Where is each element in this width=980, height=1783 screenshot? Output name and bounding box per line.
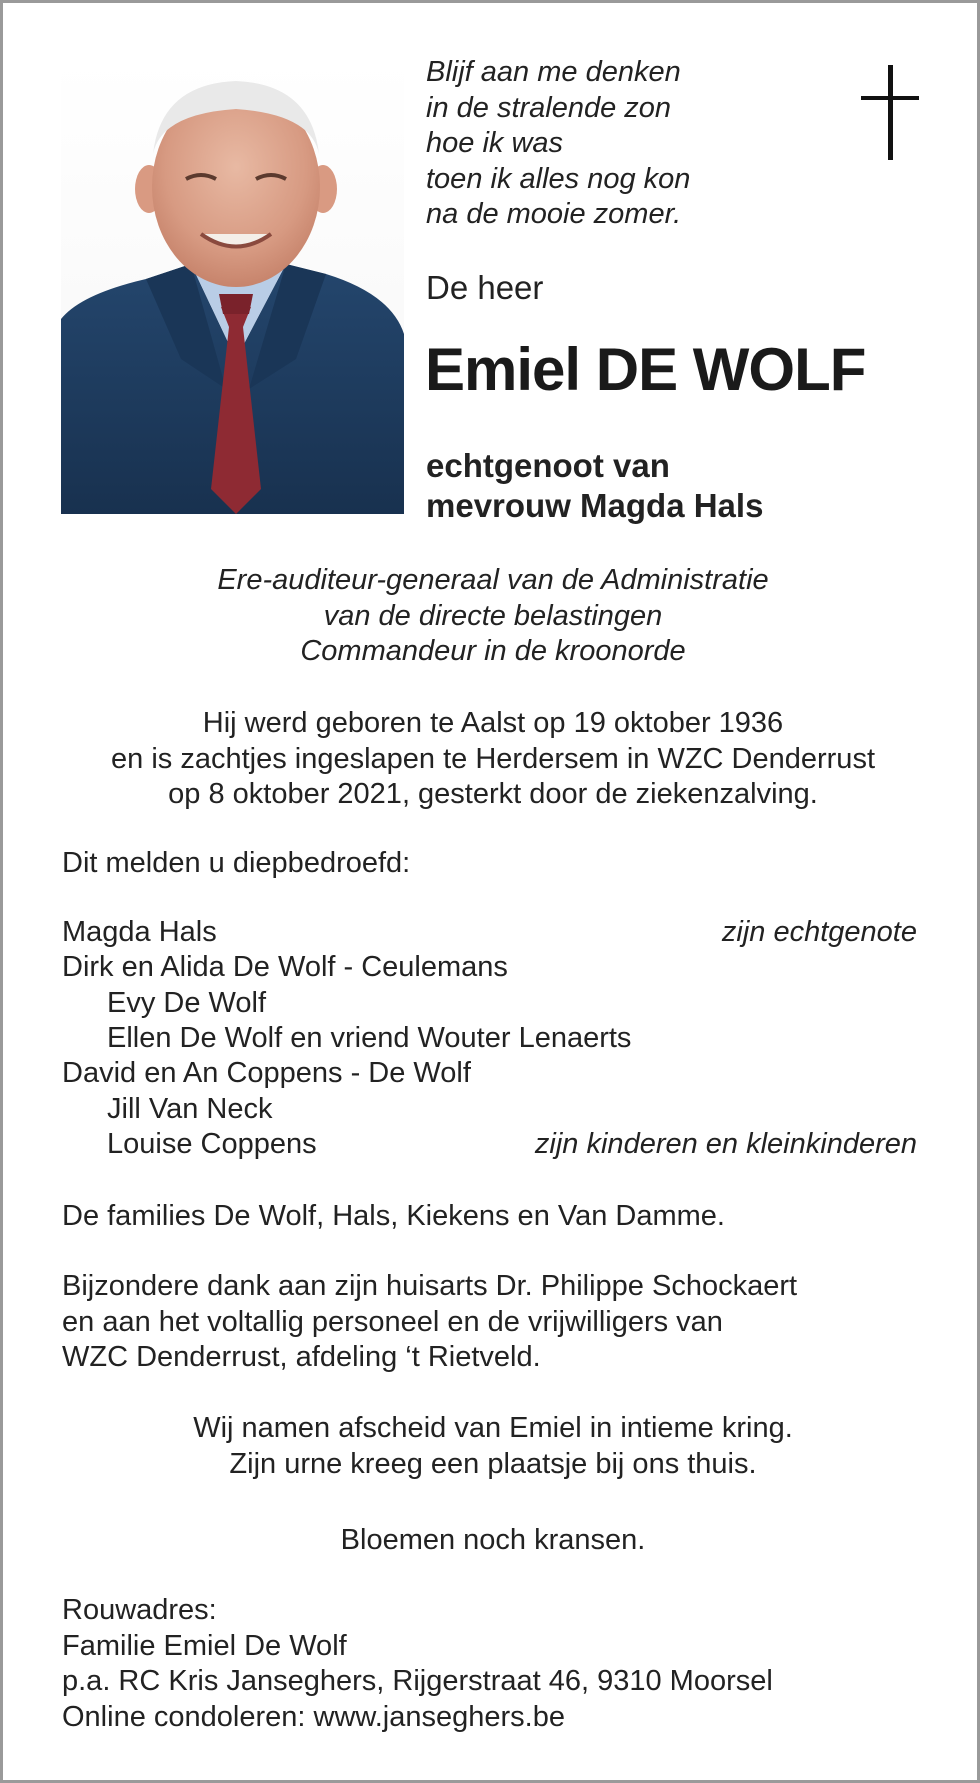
address-line: Online condoleren: www.janseghers.be	[62, 1700, 565, 1733]
mourner-row	[62, 1093, 917, 1129]
spouse-line: echtgenoot van	[426, 447, 670, 484]
announcement: Dit melden u diepbedroefd:	[62, 847, 411, 879]
poem-line: Blijf aan me denken	[426, 56, 681, 88]
mourner-row	[62, 951, 917, 987]
portrait-photo	[61, 59, 404, 514]
mourner-row	[62, 987, 917, 1023]
address-block	[62, 1593, 773, 1735]
poem-line: in de stralende zon	[426, 91, 672, 124]
farewell-line: Zijn urne kreeg een plaatsje bij ons thuis.	[229, 1447, 757, 1480]
poem-line: toen ik alles nog kon	[426, 162, 691, 195]
poem	[426, 55, 690, 233]
farewell	[3, 1411, 980, 1482]
honorary-titles	[3, 563, 980, 670]
spouse-line: mevrouw Magda Hals	[426, 487, 764, 524]
mourner-relation: zijn echtgenote	[721, 916, 917, 948]
mourner-name: Magda Hals	[62, 916, 217, 948]
mourner-relation: zijn kinderen en kleinkinderen	[534, 1128, 917, 1160]
mourner-name: David en An Coppens - De Wolf	[62, 1057, 471, 1089]
title-line: Commandeur in de kroonorde	[300, 635, 686, 667]
mourner-row	[62, 916, 917, 952]
mourner-row	[62, 1057, 917, 1093]
mourner-name: Ellen De Wolf en vriend Wouter Lenaerts	[107, 1022, 632, 1054]
flowers-note: Bloemen noch kransen.	[340, 1524, 646, 1556]
thanks-line: Bijzondere dank aan zijn huisarts Dr. Philippe Schockaert	[62, 1270, 798, 1302]
mourner-row	[62, 1022, 917, 1058]
spouse-info	[426, 446, 763, 526]
cross-icon	[861, 65, 919, 160]
thanks-line: WZC Denderrust, afdeling ‘t Rietveld.	[62, 1341, 541, 1373]
life-line: op 8 oktober 2021, gesterkt door de ziekenzalving.	[168, 778, 818, 810]
address-line: p.a. RC Kris Janseghers, Rijgerstraat 46, 9310 Moorsel	[62, 1665, 773, 1697]
mourner-name: Jill Van Neck	[107, 1093, 273, 1125]
farewell-line: Wij namen afscheid van Emiel in intieme kring.	[193, 1412, 793, 1444]
life-dates	[3, 706, 980, 813]
mourner-row	[62, 1128, 917, 1164]
poem-line: na de mooie zomer.	[426, 198, 682, 230]
poem-line: hoe ik was	[426, 127, 564, 159]
mourner-name: Evy De Wolf	[107, 987, 267, 1019]
title-line: Ere-auditeur-generaal van de Administratie	[217, 564, 769, 596]
families: De families De Wolf, Hals, Kiekens en Van Damme.	[62, 1200, 725, 1232]
deceased-name: Emiel DE WOLF	[425, 336, 866, 403]
mourner-name: Louise Coppens	[107, 1128, 317, 1160]
title-line: van de directe belastingen	[323, 599, 663, 632]
portrait-illustration	[61, 59, 404, 514]
thanks	[62, 1269, 797, 1376]
thanks-line: en aan het voltallig personeel en de vrijwilligers van	[62, 1305, 723, 1338]
address-line: Rouwadres:	[62, 1594, 217, 1626]
address-line: Familie Emiel De Wolf	[62, 1629, 347, 1662]
life-line: Hij werd geboren te Aalst op 19 oktober 1936	[202, 707, 784, 739]
honorific: De heer	[426, 269, 544, 306]
life-line: en is zachtjes ingeslapen te Herdersem in WZC Denderrust	[111, 742, 875, 775]
mourner-name: Dirk en Alida De Wolf - Ceulemans	[62, 951, 508, 983]
